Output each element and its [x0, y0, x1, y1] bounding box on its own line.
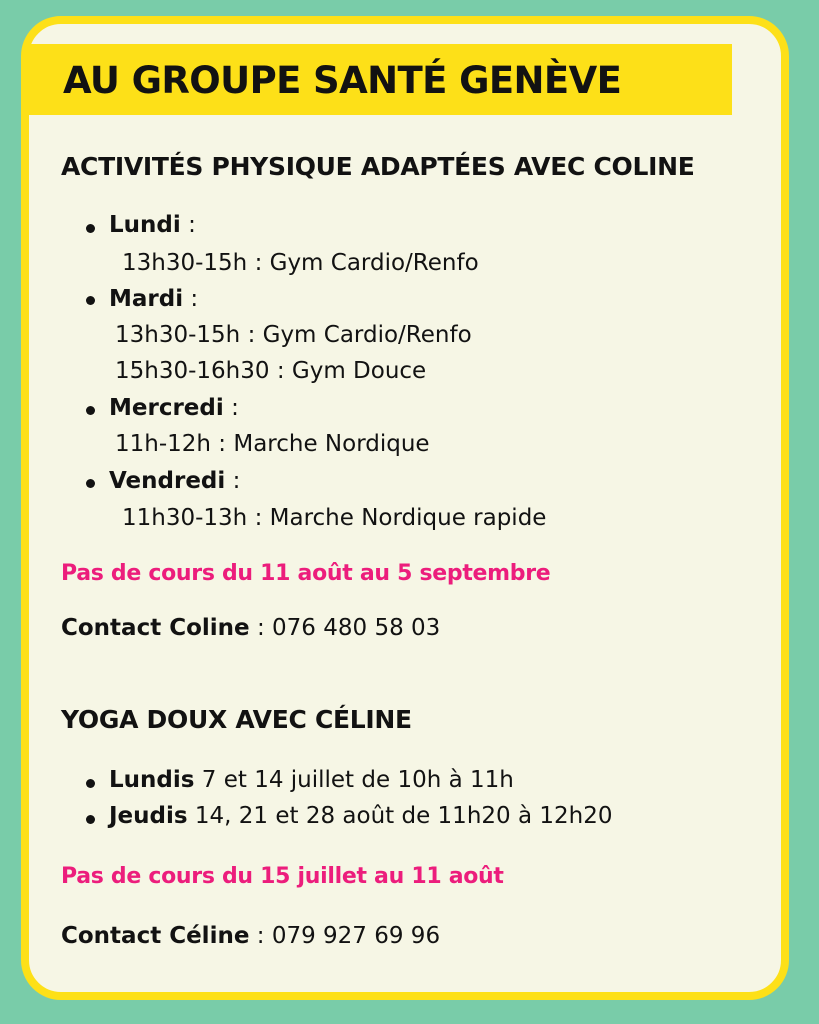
slot-mardi-1: 13h30-15h : Gym Cardio/Renfo: [115, 322, 472, 348]
yoga-notice: Pas de cours du 15 juillet au 11 août: [61, 864, 504, 889]
slot-lundi-1: 13h30-15h : Gym Cardio/Renfo: [122, 250, 479, 276]
bullet-icon: [86, 815, 95, 824]
apa-section-title: ACTIVITÉS PHYSIQUE ADAPTÉES AVEC COLINE: [61, 152, 695, 181]
slot-mardi-2: 15h30-16h30 : Gym Douce: [115, 358, 427, 384]
day-mardi: Mardi :: [109, 286, 199, 312]
yoga-item-jeudis: Jeudis 14, 21 et 28 août de 11h20 à 12h20: [109, 803, 613, 829]
phone-coline[interactable]: 076 480 58 03: [272, 615, 441, 641]
bullet-icon: [86, 406, 95, 415]
bullet-icon: [86, 779, 95, 788]
yoga-section-title: YOGA DOUX AVEC CÉLINE: [61, 705, 412, 734]
slot-mercredi-1: 11h-12h : Marche Nordique: [115, 431, 430, 457]
apa-notice: Pas de cours du 11 août au 5 septembre: [61, 561, 551, 586]
contact-coline: Contact Coline : 076 480 58 03: [61, 615, 441, 641]
phone-celine[interactable]: 079 927 69 96: [271, 923, 441, 949]
bullet-icon: [86, 296, 95, 305]
page-title: AU GROUPE SANTÉ GENÈVE: [63, 59, 622, 102]
day-mercredi: Mercredi :: [109, 395, 239, 421]
bullet-icon: [86, 224, 95, 233]
day-vendredi: Vendredi :: [109, 468, 241, 494]
day-lundi: Lundi :: [109, 212, 196, 238]
bullet-icon: [86, 479, 95, 488]
slot-vendredi-1: 11h30-13h : Marche Nordique rapide: [122, 505, 547, 531]
contact-celine: Contact Céline : 079 927 69 96: [61, 923, 441, 949]
yoga-item-lundis: Lundis 7 et 14 juillet de 10h à 11h: [109, 767, 514, 793]
header-banner: [29, 44, 732, 115]
